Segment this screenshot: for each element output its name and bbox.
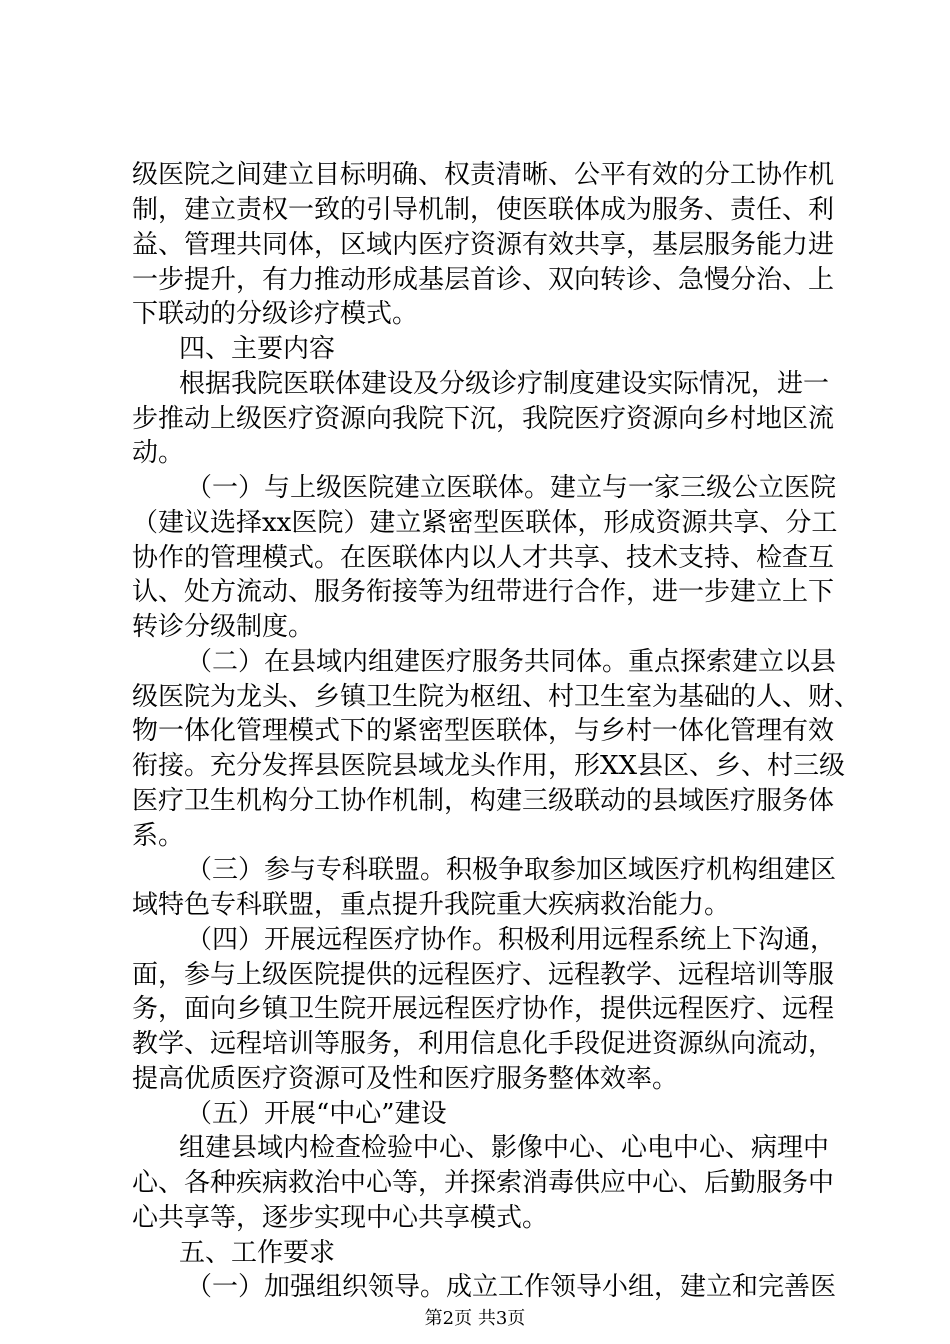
- text-line: 转诊分级制度。: [132, 612, 315, 642]
- text-line: 动。: [132, 438, 185, 468]
- text-line: 衔接。充分发挥县医院县域龙头作用，形XX县区、乡、村三级: [132, 751, 846, 781]
- text-line: 组建县域内检查检验中心、影像中心、心电中心、病理中: [179, 1133, 830, 1163]
- text-line: 级医院之间建立目标明确、权责清晰、公平有效的分工协作机: [132, 160, 835, 190]
- section-heading: 五、工作要求: [179, 1238, 336, 1268]
- text-line: （一）与上级医院建立医联体。建立与一家三级公立医院: [186, 473, 837, 503]
- text-line: 务，面向乡镇卫生院开展远程医疗协作，提供远程医疗、远程: [132, 994, 835, 1024]
- text-line: 心、各种疾病救治中心等，并探索消毒供应中心、后勤服务中: [132, 1168, 835, 1198]
- text-line: （五）开展“中心”建设: [186, 1099, 447, 1129]
- text-line: 教学、远程培训等服务，利用信息化手段促进资源纵向流动，: [132, 1029, 835, 1059]
- text-line: 制，建立责权一致的引导机制，使医联体成为服务、责任、利: [132, 195, 835, 225]
- text-line: 益、管理共同体，区域内医疗资源有效共享，基层服务能力进: [132, 230, 835, 260]
- page-number: 第2页 共3页: [424, 1308, 526, 1329]
- text-line: 级医院为龙头、乡镇卫生院为枢纽、村卫生室为基础的人、财、: [132, 682, 861, 712]
- text-line: 协作的管理模式。在医联体内以人才共享、技术支持、检查互: [132, 543, 835, 573]
- text-line: 认、处方流动、服务衔接等为纽带进行合作，进一步建立上下: [132, 577, 835, 607]
- text-line: 域特色专科联盟，重点提升我院重大疾病救治能力。: [132, 890, 731, 920]
- text-line: 一步提升，有力推动形成基层首诊、双向转诊、急慢分治、上: [132, 265, 835, 295]
- text-line: （三）参与专科联盟。积极争取参加区域医疗机构组建区: [186, 855, 837, 885]
- text-line: （四）开展远程医疗协作。积极利用远程系统上下沟通，: [186, 925, 837, 955]
- text-line: 医疗卫生机构分工协作机制，构建三级联动的县域医疗服务体: [132, 786, 835, 816]
- text-line: （一）加强组织领导。成立工作领导小组，建立和完善医: [186, 1272, 837, 1302]
- text-line: （建议选择xx医院）建立紧密型医联体，形成资源共享、分工: [132, 508, 838, 538]
- text-line: 心共享等，逐步实现中心共享模式。: [132, 1203, 549, 1233]
- text-line: 步推动上级医疗资源向我院下沉，我院医疗资源向乡村地区流: [132, 404, 835, 434]
- text-line: 提高优质医疗资源可及性和医疗服务整体效率。: [132, 1064, 679, 1094]
- text-line: 根据我院医联体建设及分级诊疗制度建设实际情况，进一: [179, 369, 830, 399]
- text-line: 面，参与上级医院提供的远程医疗、远程教学、远程培训等服: [132, 960, 835, 990]
- text-line: 物一体化管理模式下的紧密型医联体，与乡村一体化管理有效: [132, 716, 835, 746]
- text-line: 下联动的分级诊疗模式。: [132, 299, 419, 329]
- text-line: 系。: [132, 821, 185, 851]
- text-line: （二）在县域内组建医疗服务共同体。重点探索建立以县: [186, 647, 837, 677]
- section-heading: 四、主要内容: [179, 334, 336, 364]
